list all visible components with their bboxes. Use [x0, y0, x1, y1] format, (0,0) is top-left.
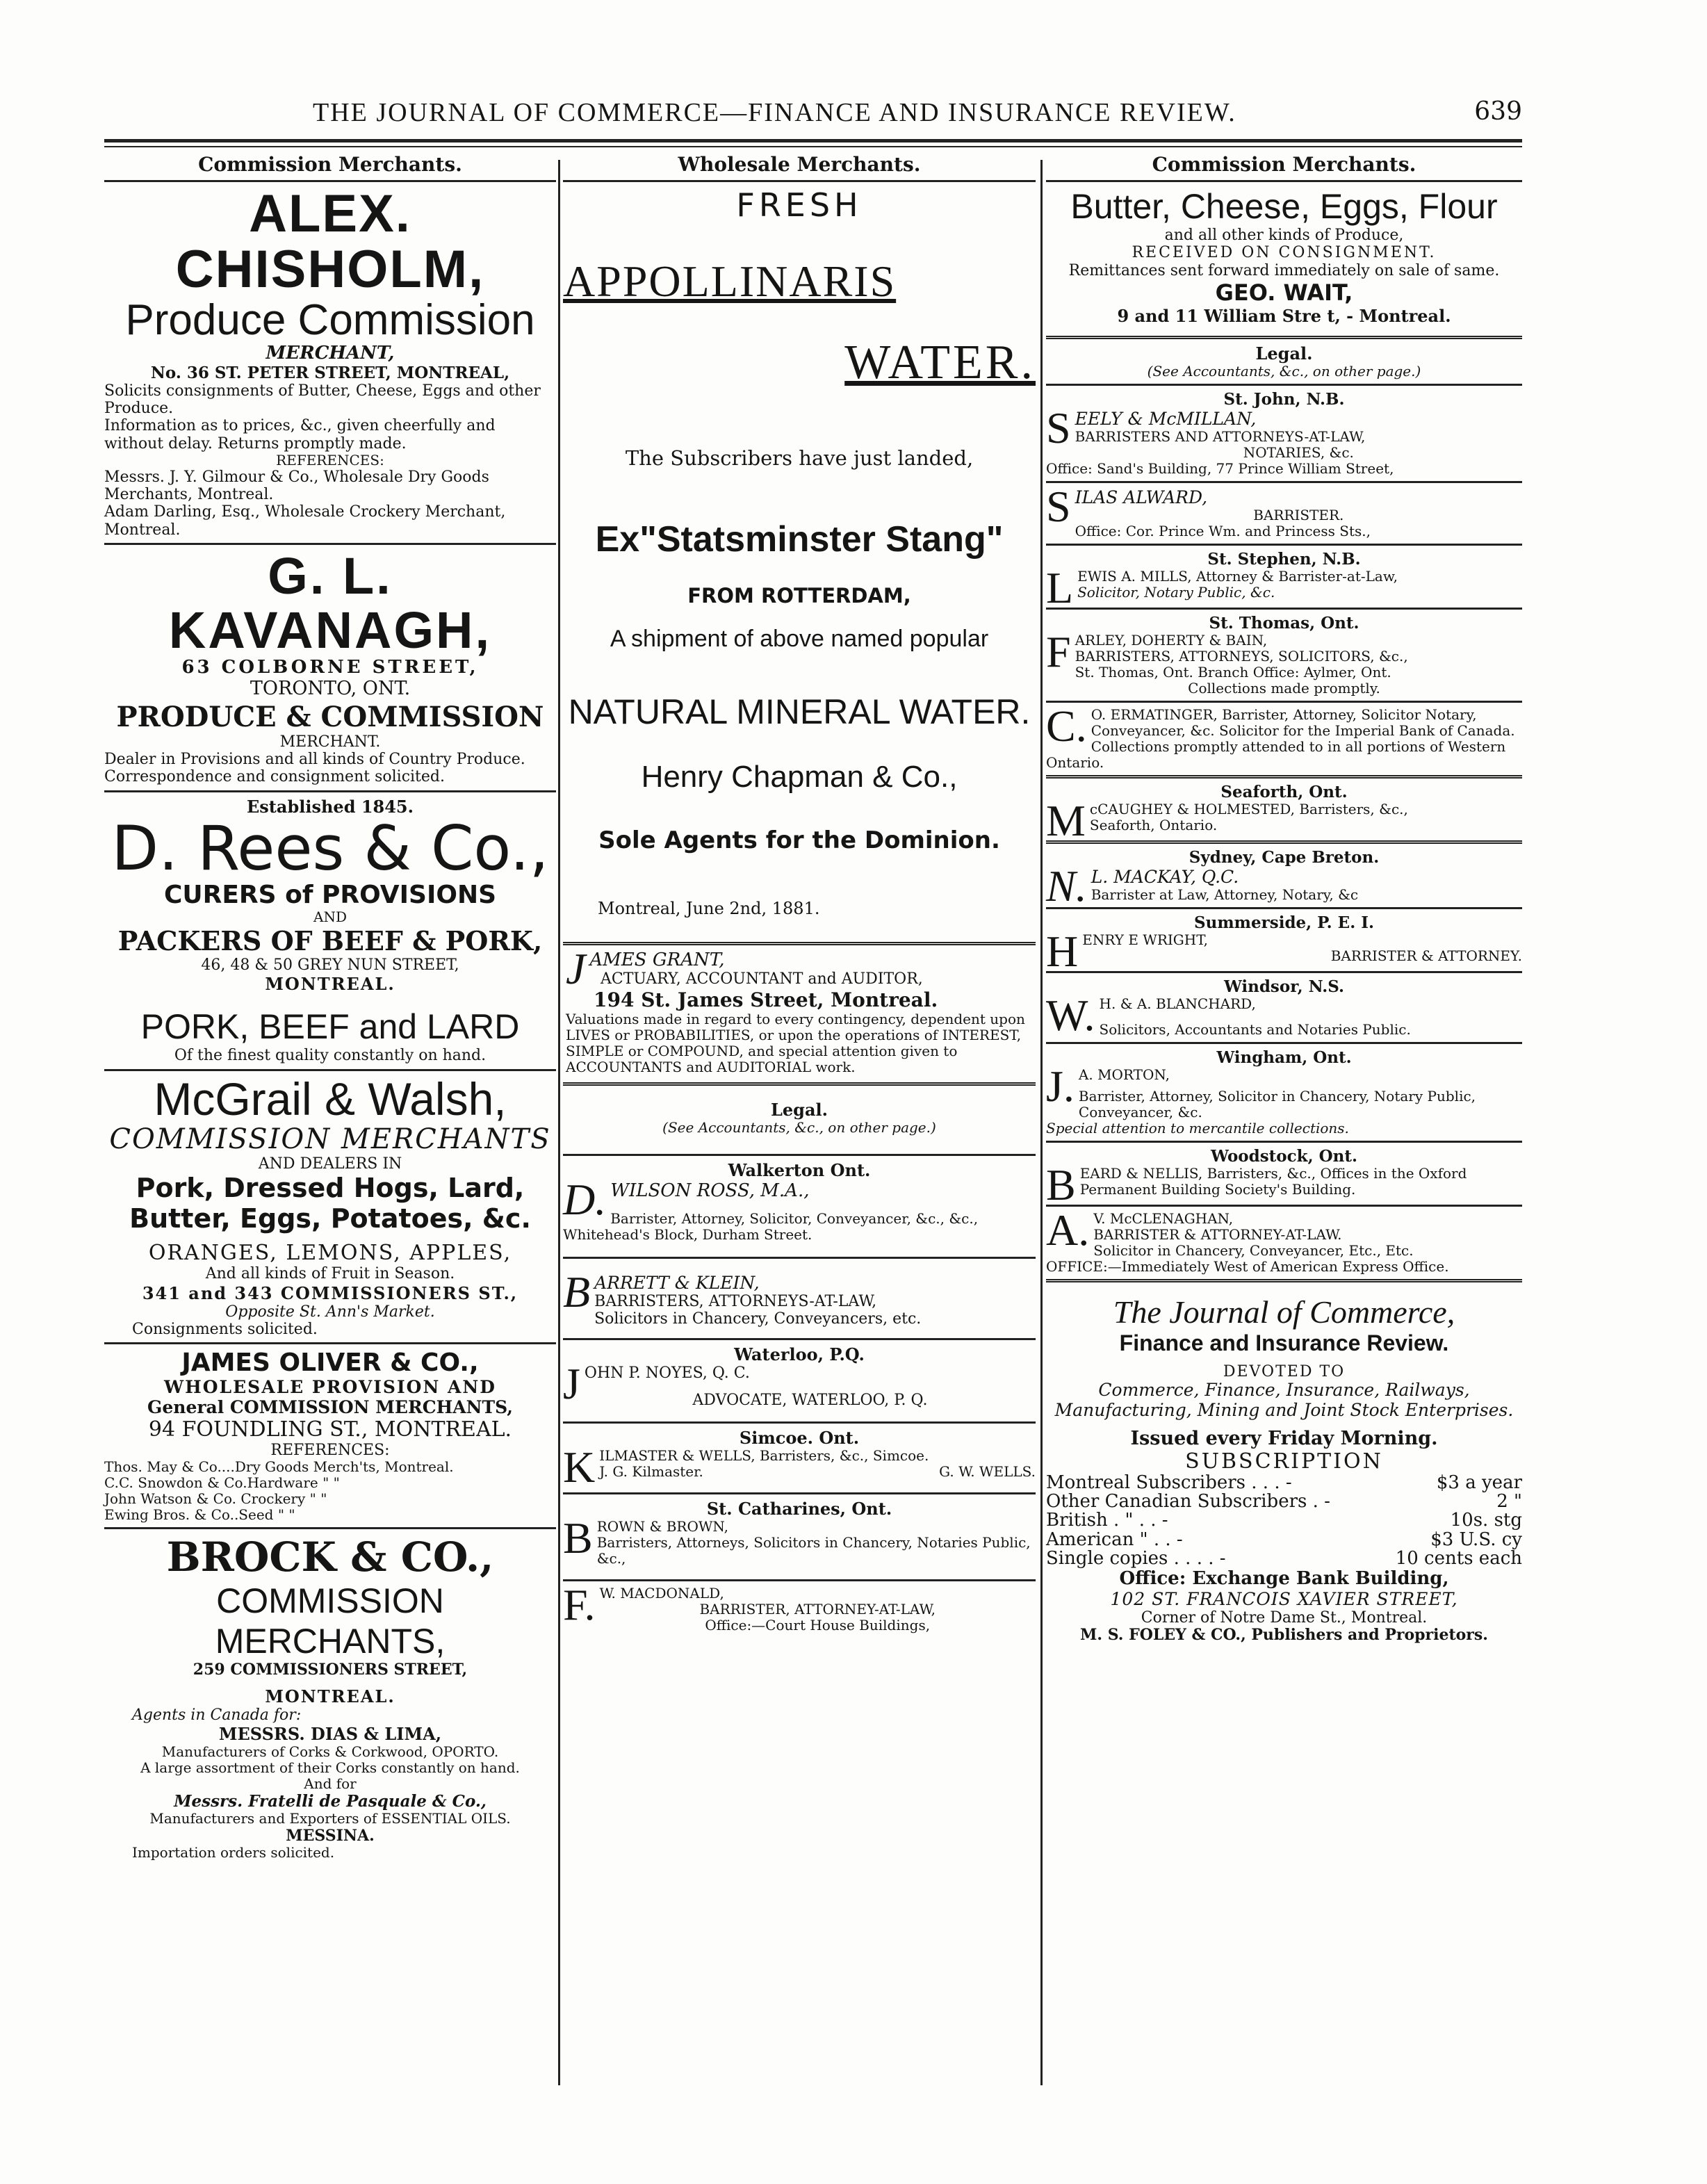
listing-text: W. MACDONALD, [599, 1585, 724, 1602]
divider [563, 1257, 1036, 1259]
listing-place: Summerside, P. E. I. [1194, 913, 1374, 932]
listing-alward [1046, 481, 1522, 539]
divider [1046, 1141, 1522, 1143]
ad-text: RECEIVED ON CONSIGNMENT. [1132, 244, 1437, 262]
listing-text: Barristers, Attorneys, Solicitors in Chancery, Notaries Public, &c., [596, 1534, 1031, 1567]
ad-firm-city: MESSINA. [286, 1827, 375, 1845]
divider [1046, 1205, 1522, 1207]
ad-line: PACKERS OF BEEF & PORK, [117, 925, 543, 957]
drop-cap: H [1046, 926, 1079, 976]
rate-label: Montreal Subscribers . . . - [1046, 1472, 1292, 1493]
listing-seaforth [1046, 782, 1522, 845]
ad-fruit: ORANGES, LEMONS, APPLES, [148, 1241, 512, 1266]
drop-cap: C. [1046, 701, 1087, 751]
divider [1046, 384, 1522, 386]
listing-text: EWIS A. MILLS, Attorney & Barrister-at-Law, [1077, 567, 1398, 585]
ad-title: McGrail & Walsh, [154, 1073, 507, 1125]
divider [563, 1338, 1036, 1340]
listing-place: Simcoe. Ont. [739, 1428, 860, 1449]
divider [563, 180, 1036, 182]
ad-grant [563, 944, 1036, 1075]
ad-title: APPOLLINARIS [563, 256, 897, 306]
listing-place: Sydney, Cape Breton. [1189, 847, 1380, 867]
ad-name: GEO. WAIT, [1215, 279, 1353, 306]
listing-name: WILSON ROSS, M.A., [610, 1180, 810, 1201]
listing-windsor [1046, 977, 1522, 1038]
ad-firm-desc: Manufacturers and Exporters of ESSENTIAL OILS. [149, 1810, 511, 1827]
listing-text: G. W. WELLS. [939, 1463, 1036, 1481]
listing-text: Seaforth, Ontario. [1089, 816, 1218, 833]
ad-line: CURERS of PROVISIONS [163, 881, 497, 910]
listing-text: ROWN & BROWN, [596, 1518, 729, 1535]
ad-subtitle: Produce Commission [125, 295, 535, 344]
drop-cap: A. [1046, 1205, 1090, 1255]
ad-opposite: Opposite St. Ann's Market. [225, 1303, 435, 1321]
ad-title: ALEX. CHISHOLM, [175, 184, 485, 299]
listing-ermatinger [1046, 701, 1522, 771]
divider [1046, 701, 1522, 703]
section-heading: Commission Merchants. [198, 153, 462, 176]
ad-water: WATER. [844, 336, 1036, 389]
drop-cap: K [563, 1442, 596, 1492]
drop-cap: B [563, 1513, 593, 1563]
ad-brock [104, 1533, 556, 1861]
ad-merchant: MERCHANT, [266, 342, 395, 364]
ad-shipment: A shipment of above named popular [610, 626, 989, 652]
rate-price: 2 " [1496, 1490, 1522, 1512]
ad-quality: Of the finest quality constantly on hand. [174, 1047, 487, 1065]
ad-firm: MESSRS. DIAS & LIMA, [218, 1724, 442, 1745]
divider [104, 543, 556, 545]
ad-reference: C.C. Snowdon & Co.Hardware " " [104, 1474, 340, 1492]
drop-cap: F [1046, 626, 1071, 676]
listing-name: ENRY E WRIGHT, [1082, 931, 1208, 948]
listing-waterloo [563, 1344, 1036, 1410]
rate-label: British . " . . - [1046, 1510, 1168, 1531]
listing-text: Barrister, Attorney, Solicitor, Conveyancer, &c., &c., Whitehead's Block, Durham Street. [563, 1210, 979, 1243]
subscription-row [1046, 1492, 1522, 1511]
section-heading: Legal. [1255, 343, 1313, 364]
column-divider [558, 160, 560, 2085]
ad-text: Information as to prices, &c., given cheerfully and without delay. Returns promptly made. [104, 417, 496, 453]
ad-reference: Messrs. J. Y. Gilmour & Co., Wholesale Dry Goods Merchants, Montreal. [104, 468, 489, 504]
ad-trade: PRODUCE & COMMISSION [116, 700, 544, 733]
drop-cap: L [1046, 562, 1074, 612]
ad-name: AMES GRANT, [589, 950, 725, 970]
listing-text: ADVOCATE, WATERLOO, P. Q. [692, 1391, 928, 1409]
listing-text: ILMASTER & WELLS, Barristers, &c., Simcoe. [599, 1447, 929, 1465]
rate-label: Single copies . . . . - [1046, 1547, 1226, 1569]
listing-text: Office: Cor. Prince Wm. and Princess Sts., [1075, 522, 1371, 539]
listing-text: Solicitors in Chancery, Conveyancers, etc. [594, 1310, 922, 1328]
listing-text: St. Thomas, Ont. Branch Office: Aylmer, Ont. [1075, 663, 1391, 681]
drop-cap: B [563, 1267, 591, 1317]
listing-mcclenaghan [1046, 1205, 1522, 1275]
ad-subtitle: COMMISSION MERCHANTS [109, 1123, 551, 1155]
drop-cap: J. [1046, 1061, 1075, 1111]
ad-merchant: MERCHANT. [279, 733, 381, 751]
divider [563, 1421, 1036, 1424]
drop-cap: F. [563, 1580, 596, 1630]
ad-subscription-heading: SUBSCRIPTION [1185, 1449, 1383, 1474]
ad-address: 46, 48 & 50 GREY NUN STREET, [201, 956, 459, 975]
listing-place: St. John, N.B. [1223, 389, 1345, 409]
drop-cap: J [563, 1358, 580, 1408]
listing-text: J. G. Kilmaster. [599, 1463, 703, 1481]
ad-consign: Consignments solicited. [132, 1320, 318, 1338]
ad-address: 194 St. James Street, Montreal. [594, 988, 938, 1011]
divider [1046, 775, 1522, 779]
ad-title: BROCK & CO., [166, 1533, 494, 1581]
rate-price: 10 cents each [1395, 1547, 1522, 1569]
listing-place: Walkerton Ont. [728, 1160, 871, 1180]
ad-issued: Issued every Friday Morning. [1130, 1427, 1438, 1449]
listing-text: BARRISTER, ATTORNEY-AT-LAW, [699, 1601, 936, 1618]
ad-product: PORK, BEEF and LARD [140, 1007, 520, 1047]
header-rule [104, 139, 1522, 147]
ad-city: MONTREAL. [265, 974, 395, 995]
column-right [1046, 153, 1522, 1645]
ad-oliver [104, 1348, 556, 1523]
divider [1046, 608, 1522, 610]
drop-cap: N. [1046, 861, 1087, 911]
listing-text: NOTARIES, &c. [1243, 443, 1354, 461]
ad-sole-agents: Sole Agents for the Dominion. [598, 826, 1000, 854]
subscription-row [1046, 1474, 1522, 1492]
ad-fruit-note: And all kinds of Fruit in Season. [205, 1265, 455, 1283]
listing-catharines [563, 1499, 1036, 1567]
listing-text: OFFICE:—Immediately West of American Express Office. [1046, 1257, 1449, 1275]
listing-text: V. McCLENAGHAN, [1093, 1209, 1234, 1227]
ad-text: Valuations made in regard to every contingency, dependent upon LIVES or PROBABILITIES, or upon the operations of INTEREST, SIMPLE or COMPOUND, and special attention given to ACCOUNTANTS and AUDITORIAL work. [566, 1011, 1025, 1075]
page-header [104, 97, 1522, 138]
listing-text: BARRISTER & ATTORNEY. [1330, 947, 1522, 964]
column-left [104, 153, 556, 1861]
divider [104, 1342, 556, 1344]
listing-text: Office:—Court House Buildings, [705, 1617, 931, 1634]
subscription-row [1046, 1511, 1522, 1530]
ad-title: The Journal of Commerce, [1113, 1294, 1455, 1330]
ad-address: 9 and 11 William Stre t, - Montreal. [1117, 305, 1451, 326]
divider [1046, 1279, 1522, 1282]
listing-text: cCAUGHEY & HOLMESTED, Barristers, &c., [1089, 800, 1408, 817]
listing-text: Office: Sand's Building, 77 Prince William Street, [1046, 459, 1394, 477]
listing-place: Wingham, Ont. [1216, 1048, 1352, 1067]
listing-text: Solicitor, Notary Public, &c. [1077, 583, 1275, 601]
listing-macdonald [563, 1580, 1036, 1634]
ad-city: TORONTO, ONT. [250, 678, 411, 700]
listing-text-row [599, 1464, 1036, 1480]
ad-and-for: And for [304, 1775, 357, 1793]
ad-date: Montreal, June 2nd, 1881. [598, 899, 820, 918]
ad-devoted: DEVOTED TO [1223, 1362, 1346, 1380]
divider [563, 1579, 1036, 1581]
ad-reference: Ewing Bros. & Co..Seed " " [104, 1506, 295, 1524]
ad-topics: Commerce, Finance, Insurance, Railways, Manufacturing, Mining and Joint Stock Enterprises. [1054, 1380, 1514, 1420]
ad-refs-heading: REFERENCES: [270, 1442, 390, 1460]
ad-title: D. Rees & Co., [111, 812, 549, 884]
rate-label: American " . . - [1046, 1529, 1183, 1550]
divider [1046, 1042, 1522, 1044]
ad-street: 63 COLBORNE STREET, [181, 657, 479, 678]
ad-address: 94 FOUNDLING ST., MONTREAL. [148, 1417, 512, 1442]
ad-title: Butter, Cheese, Eggs, Flour [1070, 187, 1498, 226]
listing-name: ARLEY, DOHERTY & BAIN, [1075, 631, 1268, 649]
divider [1046, 481, 1522, 483]
ad-mcgrail [104, 1075, 556, 1338]
listing-barrett [563, 1263, 1036, 1328]
section-heading: Legal. [771, 1100, 828, 1120]
listing-place: Windsor, N.S. [1223, 977, 1345, 996]
ad-firm-desc: A large assortment of their Corks constantly on hand. [140, 1759, 520, 1777]
ad-office: Office: Exchange Bank Building, [1119, 1568, 1449, 1590]
ad-goods: Pork, Dressed Hogs, Lard, [136, 1173, 525, 1204]
ad-text: Remittances sent forward immediately on sale of same. [1068, 261, 1500, 279]
divider [1046, 180, 1522, 182]
listing-name: OHN P. NOYES, Q. C. [584, 1364, 750, 1382]
divider [563, 1154, 1036, 1156]
listing-name: ILAS ALWARD, [1075, 487, 1208, 507]
listing-place: Waterloo, P.Q. [734, 1344, 865, 1364]
ad-journal [1046, 1294, 1522, 1645]
ad-orders: Importation orders solicited. [132, 1844, 335, 1861]
listing-name: ARRETT & KLEIN, [594, 1273, 760, 1293]
divider [563, 1082, 1036, 1086]
drop-cap: W. [1046, 990, 1095, 1040]
rate-label: Other Canadian Subscribers . - [1046, 1490, 1330, 1512]
ad-and: AND [313, 908, 347, 926]
divider [1046, 336, 1522, 339]
listing-place: St. Thomas, Ont. [1209, 613, 1359, 633]
ad-line: WHOLESALE PROVISION AND [164, 1377, 496, 1398]
listing-text: BARRISTERS AND ATTORNEYS-AT-LAW, [1075, 427, 1366, 445]
section-heading: Commission Merchants. [1152, 153, 1416, 176]
ad-ship: Ex"Statsminster Stang" [595, 519, 1004, 560]
ad-title: G. L. KAVANAGH, [168, 547, 492, 659]
listing-text: Collections made promptly. [1188, 679, 1380, 696]
ad-chisholm [104, 186, 556, 539]
ad-natural: NATURAL MINERAL WATER. [568, 692, 1031, 731]
section-heading: Wholesale Merchants. [678, 153, 921, 176]
divider [104, 1069, 556, 1071]
listing-place: St. Stephen, N.B. [1207, 549, 1361, 569]
listing-place: St. Catharines, Ont. [706, 1499, 892, 1519]
ad-corner: Corner of Notre Dame St., Montreal. [1141, 1609, 1428, 1627]
listing-name: L. MACKAY, Q.C. [1091, 866, 1239, 887]
section-note: (See Accountants, &c., on other page.) [1147, 362, 1421, 380]
listing-text: EARD & NELLIS, Barristers, &c., Offices in the Oxford Permanent Building Society's Building. [1079, 1164, 1467, 1198]
listing-stjohn [1046, 390, 1522, 477]
divider [104, 180, 556, 182]
rate-price: 10s. stg [1450, 1510, 1522, 1531]
listing-summerside [1046, 913, 1522, 976]
listing-text: BARRISTER. [1253, 506, 1344, 523]
listing-text: O. ERMATINGER, Barrister, Attorney, Solicitor Notary, Conveyancer, &c. Solicitor for the Imperial Bank of Canada. Collections promptly attended to in all portions of Western Ontario. [1046, 706, 1515, 771]
drop-cap: S [1046, 402, 1071, 453]
ad-line: General COMMISSION MERCHANTS, [147, 1397, 513, 1418]
ad-appollinaris [563, 186, 1036, 918]
ad-title: ACTUARY, ACCOUNTANT and AUDITOR, [601, 970, 923, 988]
divider [563, 942, 1036, 945]
ad-established: Established 1845. [247, 796, 414, 817]
listing-ststephen [1046, 549, 1522, 612]
drop-cap: S [1046, 481, 1071, 531]
listing-text: BARRISTER & ATTORNEY-AT-LAW. [1093, 1225, 1342, 1243]
column-divider [1040, 160, 1043, 2085]
ad-text: Dealer in Provisions and all kinds of Country Produce. Correspondence and consignment solicited. [104, 751, 525, 786]
section-note: (See Accountants, &c., on other page.) [662, 1119, 936, 1136]
ad-address: 259 COMMISSIONERS STREET, [193, 1661, 468, 1679]
ad-subtitle: COMMISSION MERCHANTS, [215, 1581, 446, 1661]
listing-place: Seaforth, Ont. [1220, 782, 1348, 801]
ad-from: FROM ROTTERDAM, [687, 584, 911, 608]
page-number: 639 [1474, 97, 1522, 126]
listing-text: Special attention to mercantile collections. [1046, 1119, 1349, 1136]
ad-subtitle: Finance and Insurance Review. [1119, 1330, 1449, 1355]
ad-title: JAMES OLIVER & CO., [181, 1348, 479, 1378]
ad-agents: Agents in Canada for: [132, 1706, 302, 1724]
ad-firm-desc: Manufacturers of Corks & Corkwood, OPORTO. [161, 1743, 499, 1761]
divider [1046, 840, 1522, 844]
subscription-row [1046, 1549, 1522, 1568]
ad-firm: Messrs. Fratelli de Pasquale & Co., [174, 1792, 487, 1811]
divider [1046, 544, 1522, 546]
ad-dealers: AND DEALERS IN [258, 1155, 402, 1173]
divider [104, 1527, 556, 1529]
subscription-row [1046, 1531, 1522, 1549]
listing-text: BARRISTERS, ATTORNEYS, SOLICITORS, &c., [1075, 647, 1408, 665]
ad-address: 102 ST. FRANCOIS XAVIER STREET, [1110, 1589, 1458, 1610]
ad-reference: Thos. May & Co....Dry Goods Merch'ts, Montreal. [104, 1458, 454, 1476]
rate-price: $3 a year [1436, 1472, 1522, 1493]
journal-header-title: THE JOURNAL OF COMMERCE—FINANCE AND INSURANCE REVIEW. [313, 98, 1236, 127]
listing-text: BARRISTERS, ATTORNEYS-AT-LAW, [594, 1293, 877, 1310]
ad-kavanagh [104, 549, 556, 786]
ad-address: No. 36 ST. PETER STREET, MONTREAL, [150, 363, 510, 382]
ad-address: 341 and 343 COMMISSIONERS ST., [142, 1282, 518, 1303]
listing-wingham [1046, 1048, 1522, 1136]
ad-city: MONTREAL. [265, 1686, 395, 1706]
ad-publisher: M. S. FOLEY & CO., Publishers and Proprietors. [1080, 1626, 1488, 1645]
divider [563, 1492, 1036, 1494]
ad-goods: Butter, Eggs, Potatoes, &c. [129, 1203, 531, 1234]
drop-cap: B [1046, 1159, 1076, 1209]
ad-fresh: FRESH [736, 186, 863, 224]
drop-cap: M [1046, 795, 1086, 845]
drop-cap: J [566, 944, 586, 993]
ad-reference: Adam Darling, Esq., Wholesale Crockery Merchant, Montreal. [104, 503, 506, 539]
column-middle [563, 153, 1036, 1633]
drop-cap: D. [563, 1175, 607, 1224]
listing-name: H. & A. BLANCHARD, [1099, 995, 1256, 1012]
ad-text: and all other kinds of Produce, [1164, 227, 1404, 244]
ad-rees [104, 797, 556, 1065]
divider [104, 790, 556, 792]
rate-price: $3 U.S. cy [1430, 1529, 1522, 1550]
listing-walkerton [563, 1160, 1036, 1243]
ad-landed: The Subscribers have just landed, [625, 446, 974, 470]
listing-text: Solicitor in Chancery, Conveyancer, Etc., Etc. [1093, 1241, 1414, 1259]
listing-place: Woodstock, Ont. [1211, 1146, 1357, 1166]
ad-reference: John Watson & Co. Crockery " " [104, 1490, 327, 1508]
divider [1046, 907, 1522, 909]
divider [1046, 971, 1522, 973]
listing-text: Solicitors, Accountants and Notaries Public. [1099, 1020, 1411, 1038]
ad-wait [1046, 186, 1522, 326]
listing-name: EELY & McMILLAN, [1075, 408, 1257, 429]
listing-text: Barrister, Attorney, Solicitor in Chancery, Notary Public, Conveyancer, &c. [1078, 1087, 1476, 1120]
ad-agent-name: Henry Chapman & Co., [641, 760, 958, 794]
ad-text: Solicits consignments of Butter, Cheese, Eggs and other Produce. [104, 382, 541, 417]
listing-sydney [1046, 847, 1522, 911]
listing-woodstock [1046, 1146, 1522, 1209]
ad-refs-heading: REFERENCES: [276, 451, 384, 468]
listing-name: A. MORTON, [1078, 1066, 1170, 1083]
listing-stthomas [1046, 614, 1522, 696]
listing-text: Barrister at Law, Attorney, Notary, &c [1091, 886, 1359, 903]
listing-simcoe [563, 1428, 1036, 1492]
